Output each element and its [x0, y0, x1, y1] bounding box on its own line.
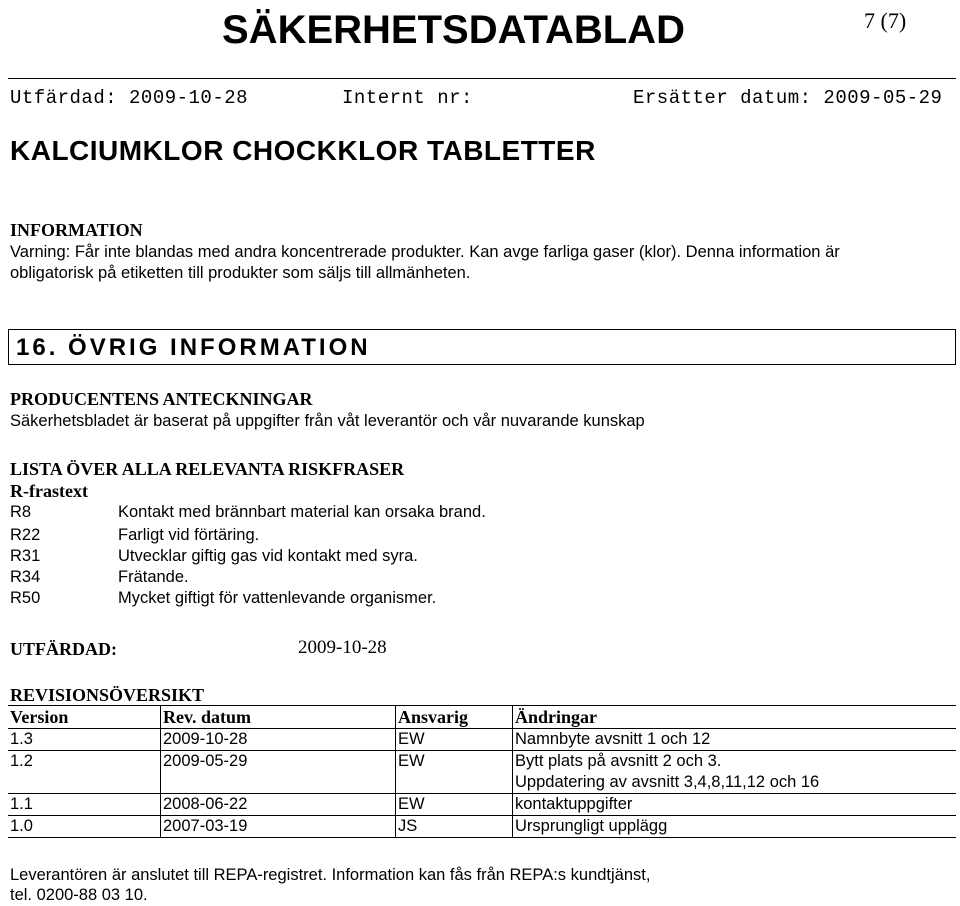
issued-date: 2009-10-28	[298, 637, 387, 658]
column-header-version: Version	[8, 706, 161, 729]
date-cell: 2007-03-19	[161, 816, 396, 838]
table-row	[8, 751, 956, 773]
r-phrase-text: Mycket giftigt för vattenlevande organismer.	[118, 589, 437, 607]
table-row	[8, 794, 956, 816]
version-cell: 1.0	[8, 816, 161, 838]
footer-line-2: tel. 0200-88 03 10.	[10, 886, 148, 904]
revision-header-row	[8, 706, 956, 729]
changes-cell: Ursprungligt upplägg	[513, 816, 957, 838]
date-cell: 2008-06-22	[161, 794, 396, 816]
responsible-cell: JS	[396, 816, 513, 838]
r-phrase-subheading: R-frastext	[10, 481, 88, 501]
version-cell: 1.2	[10, 752, 33, 770]
information-text-line-2: obligatorisk på etiketten till produkter som säljs till allmänheten.	[10, 264, 471, 282]
r-phrase-code: R8	[10, 503, 32, 521]
risk-phrases-heading: LISTA ÖVER ALLA RELEVANTA RISKFRASER	[10, 459, 405, 479]
document-title: SÄKERHETSDATABLAD	[222, 8, 685, 52]
r-phrase-text: Kontakt med brännbart material kan orsaka brand.	[118, 503, 486, 521]
changes-cell: Bytt plats på avsnitt 2 och 3.	[513, 751, 957, 773]
version-cell: 1.1	[8, 794, 161, 816]
revision-heading: REVISIONSÖVERSIKT	[10, 685, 205, 705]
table-row-continuation	[8, 772, 956, 794]
responsible-cell: EW	[396, 794, 513, 816]
date-cell: 2009-05-29	[161, 751, 396, 773]
r-phrase-code: R31	[10, 547, 41, 565]
r-phrase-code: R50	[10, 589, 41, 607]
producer-notes-heading: PRODUCENTENS ANTECKNINGAR	[10, 389, 313, 409]
changes-cell: Namnbyte avsnitt 1 och 12	[513, 729, 957, 751]
changes-cell: kontaktuppgifter	[513, 794, 957, 816]
date-cell: 2009-10-28	[161, 729, 396, 751]
issued-date-header: Utfärdad: 2009-10-28	[10, 87, 249, 109]
header-divider	[8, 78, 956, 79]
table-row	[8, 816, 956, 838]
column-header-rev-date: Rev. datum	[161, 706, 396, 729]
replaces-date: Ersätter datum: 2009-05-29	[633, 87, 943, 109]
r-phrase-text: Frätande.	[118, 568, 189, 586]
r-phrase-code: R34	[10, 568, 41, 586]
version-cell: 1.3	[8, 729, 161, 751]
r-phrase-text: Farligt vid förtäring.	[118, 526, 260, 544]
information-heading: INFORMATION	[10, 220, 143, 240]
responsible-cell: EW	[396, 729, 513, 751]
footer-line-1: Leverantören är anslutet till REPA-registret. Information kan fås från REPA:s kundtjänst,	[10, 866, 651, 884]
revision-table	[8, 705, 956, 838]
producer-notes-text: Säkerhetsbladet är baserat på uppgifter från våt leverantör och vår nuvarande kunskap	[10, 412, 645, 430]
r-phrase-code: R22	[10, 526, 41, 544]
r-phrase-text: Utvecklar giftig gas vid kontakt med syra.	[118, 547, 418, 565]
issued-label: UTFÄRDAD:	[10, 639, 117, 659]
column-header-responsible: Ansvarig	[396, 706, 513, 729]
page-number: 7 (7)	[864, 8, 907, 33]
table-row	[8, 729, 956, 751]
internal-number-label: Internt nr:	[342, 87, 473, 109]
changes-cell: Uppdatering av avsnitt 3,4,8,11,12 och 16	[513, 772, 957, 794]
product-name: KALCIUMKLOR CHOCKKLOR TABLETTER	[10, 135, 596, 166]
information-text-line-1: Varning: Får inte blandas med andra koncentrerade produkter. Kan avge farliga gaser (klor). Denna information är	[10, 243, 840, 261]
responsible-cell: EW	[396, 751, 513, 773]
section-16-title: 16. ÖVRIG INFORMATION	[16, 334, 371, 361]
column-header-changes: Ändringar	[513, 706, 957, 729]
